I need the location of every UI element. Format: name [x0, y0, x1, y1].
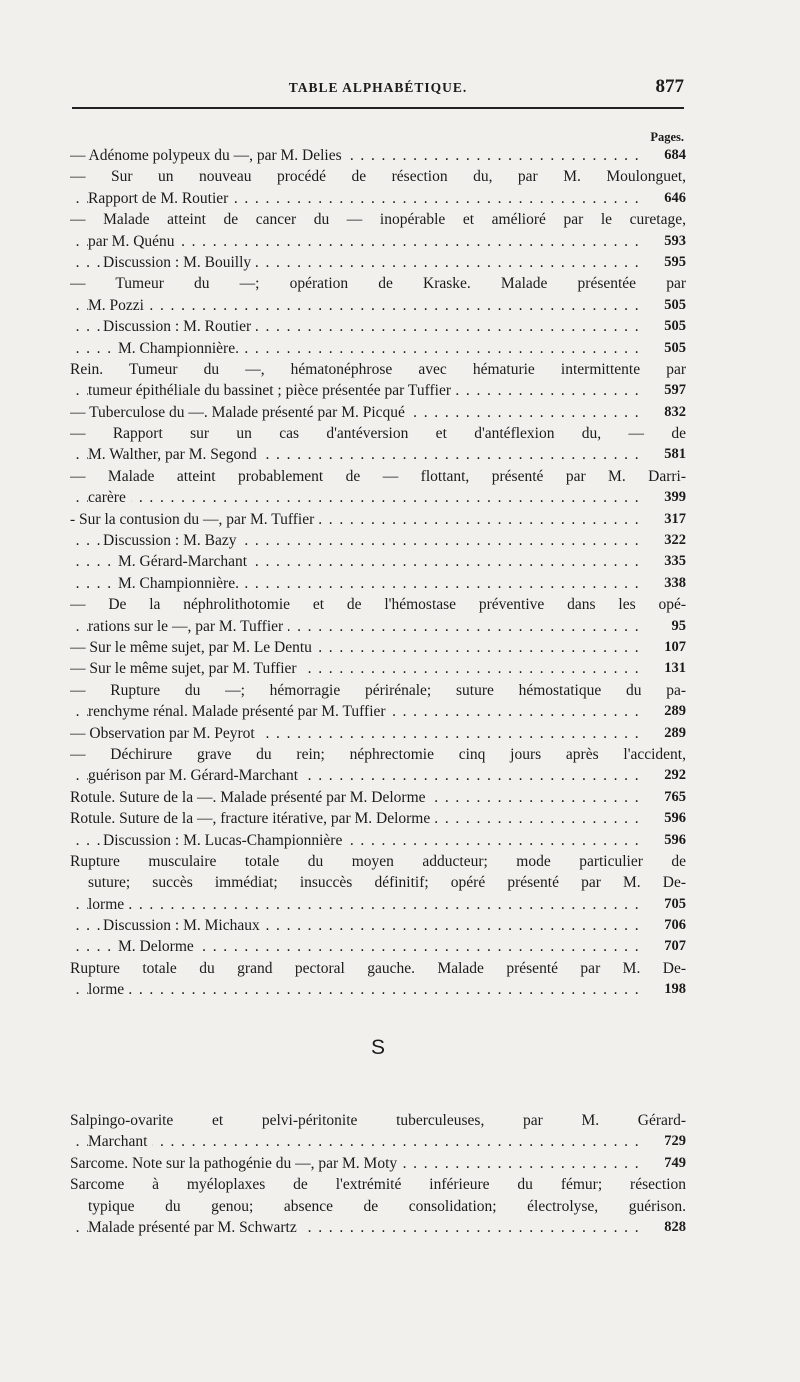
index-entry-line: [70, 316, 686, 337]
entry-page-number: 505: [660, 338, 686, 359]
entry-text: — De la néphrolithotomie et de l'hémostase préventive dans les opé-: [70, 596, 686, 614]
index-entry-line: [70, 402, 686, 423]
entry-text: Salpingo-ovarite et pelvi-péritonite tuberculeuses, par M. Gérard-: [70, 1112, 686, 1129]
index-entry-line: [70, 530, 686, 551]
entry-page-number: 399: [660, 487, 686, 508]
index-entry-line: [70, 573, 686, 594]
index-entry-line: [70, 680, 686, 701]
entry-page-number: 828: [660, 1217, 686, 1238]
index-entry-line: [70, 423, 686, 444]
entry-page-number: 317: [660, 509, 686, 530]
entry-page-number: 646: [660, 188, 686, 209]
index-entry-line: [70, 1174, 686, 1195]
entry-page-number: 706: [660, 915, 686, 936]
entry-text: Malade présenté par M. Schwartz: [88, 1219, 302, 1236]
entry-page-number: 107: [660, 637, 686, 658]
entry-page-number: 596: [660, 808, 686, 829]
entry-page-number: 198: [660, 979, 686, 1000]
entry-text: — Déchirure grave du rein; néphrectomie cinq jours après l'accident,: [70, 745, 686, 763]
index-entry-line: [70, 723, 686, 744]
index-entry-line: [70, 444, 686, 465]
index-entry-line: [70, 231, 686, 252]
index-entry-line: [70, 744, 686, 765]
entry-page-number: 705: [660, 894, 686, 915]
entry-text: - Sur la contusion du —, par M. Tuffier: [70, 511, 319, 528]
index-entry-line: [70, 830, 686, 851]
entry-page-number: 684: [660, 145, 686, 166]
entry-text: — Adénome polypeux du —, par M. Delies: [70, 147, 347, 164]
entry-text: — Sur le même sujet, par M. Tuffier: [70, 660, 302, 677]
index-entry-line: [70, 466, 686, 487]
entry-text: Discussion : M. Bouilly: [103, 254, 256, 271]
entry-page-number: 729: [660, 1131, 686, 1152]
entry-page-number: 335: [660, 551, 686, 572]
entry-page-number: 338: [660, 573, 686, 594]
index-entry-line: [70, 658, 686, 679]
entry-page-number: 292: [660, 765, 686, 786]
index-entry-line: [70, 273, 686, 294]
index-entry-line: [70, 209, 686, 230]
index-entry-line: [70, 1153, 686, 1174]
entry-text: — Tuberculose du —. Malade présenté par M. Picqué: [70, 404, 410, 421]
entry-page-number: 749: [660, 1153, 686, 1174]
entry-text: Discussion : M. Michaux: [103, 917, 265, 934]
page-number: 877: [655, 76, 684, 97]
index-entry-line: [70, 958, 686, 979]
entry-text: Marchant: [88, 1133, 152, 1150]
entry-page-number: 593: [660, 231, 686, 252]
index-entry-line: [70, 936, 686, 957]
index-entry-line: [70, 616, 686, 637]
entry-text: Discussion : M. Bazy: [103, 532, 241, 549]
index-entry-line: [70, 380, 686, 401]
entry-text: lorme: [88, 981, 129, 998]
entry-text: renchyme rénal. Malade présenté par M. Tuffier: [88, 703, 391, 720]
entry-text: — Rupture du —; hémorragie périrénale; suture hémostatique du pa-: [70, 681, 686, 699]
entry-text: suture; succès immédiat; insuccès définitif; opéré présenté par M. De-: [88, 874, 686, 892]
index-entry-line: [70, 851, 686, 872]
entry-text: — Sur le même sujet, par M. Le Dentu: [70, 639, 317, 656]
entry-page-number: 322: [660, 530, 686, 551]
entry-page-number: 596: [660, 830, 686, 851]
entry-text: par M. Quénu: [88, 233, 180, 250]
entry-text: Rotule. Suture de la —, fracture itérative, par M. Delorme: [70, 810, 435, 827]
index-section-s: [70, 1110, 686, 1238]
index-entry-line: [70, 1110, 686, 1131]
index-entry-line: [70, 765, 686, 786]
entry-page-number: 707: [660, 936, 686, 957]
entry-text: M. Walther, par M. Segond: [88, 446, 262, 463]
entry-text: guérison par M. Gérard-Marchant: [88, 767, 303, 784]
index-entry-line: [70, 894, 686, 915]
entry-page-number: 131: [660, 658, 686, 679]
entry-text: Rotule. Suture de la —. Malade présenté par M. Delorme: [70, 789, 431, 806]
index-entry-line: [70, 1196, 686, 1217]
entry-text: — Observation par M. Peyrot: [70, 725, 260, 742]
index-entry-line: [70, 701, 686, 722]
entry-text: Rupture totale du grand pectoral gauche. Malade présenté par M. De-: [70, 959, 686, 977]
entry-text: carère: [88, 489, 131, 506]
index-entry-line: [70, 594, 686, 615]
index-entry-line: [70, 166, 686, 187]
index-entry-line: [70, 252, 686, 273]
index-entry-line: [70, 295, 686, 316]
entry-text: Discussion : M. Lucas-Championnière: [103, 832, 347, 849]
running-title: TABLE ALPHABÉTIQUE.: [288, 80, 468, 95]
entry-text: — Sur un nouveau procédé de résection du, par M. Moulonguet,: [70, 168, 686, 186]
entry-text: typique du genou; absence de consolidation; électrolyse, guérison.: [88, 1197, 686, 1215]
header-rule: [72, 107, 684, 109]
entry-text: Rupture musculaire totale du moyen adducteur; mode particulier de: [70, 852, 686, 870]
index-entry-line: [70, 637, 686, 658]
index-entry-line: [70, 808, 686, 829]
index-entry-line: [70, 188, 686, 209]
index-entry-line: [70, 915, 686, 936]
entry-text: M. Delorme: [118, 938, 199, 955]
index-entry-line: [70, 359, 686, 380]
entry-page-number: 505: [660, 316, 686, 337]
index-entry-line: [70, 487, 686, 508]
entry-page-number: 595: [660, 252, 686, 273]
entry-text: Rein. Tumeur du —, hématonéphrose avec hématurie intermittente par: [70, 360, 686, 378]
entry-page-number: 289: [660, 723, 686, 744]
entry-text: rations sur le —, par M. Tuffier: [88, 618, 288, 635]
index-entry-line: [70, 1131, 686, 1152]
index-entry-line: [70, 979, 686, 1000]
index-entry-line: [70, 787, 686, 808]
entry-text: — Malade atteint probablement de — flottant, présenté par M. Darri-: [70, 467, 686, 485]
index-entry-line: [70, 338, 686, 359]
entry-page-number: 765: [660, 787, 686, 808]
entry-text: Sarcome. Note sur la pathogénie du —, par M. Moty: [70, 1155, 402, 1172]
entry-text: M. Championnière.: [118, 340, 244, 357]
entry-text: Discussion : M. Routier: [103, 318, 256, 335]
entry-page-number: 581: [660, 444, 686, 465]
entry-text: lorme: [88, 896, 129, 913]
entry-text: M. Pozzi: [88, 297, 149, 314]
section-letter: S: [370, 1036, 385, 1059]
entry-text: M. Gérard-Marchant: [118, 553, 252, 570]
entry-page-number: 505: [660, 295, 686, 316]
entry-page-number: 832: [660, 402, 686, 423]
entry-text: Rapport de M. Routier: [88, 190, 233, 207]
entry-text: M. Championnière.: [118, 575, 244, 592]
index-entry-line: [70, 872, 686, 893]
entry-text: — Tumeur du —; opération de Kraske. Malade présentée par: [70, 275, 686, 293]
entry-page-number: 289: [660, 701, 686, 722]
entry-page-number: 95: [668, 616, 687, 637]
entry-page-number: 597: [660, 380, 686, 401]
page-header: [72, 76, 684, 102]
pages-column-label: Pages.: [650, 130, 684, 144]
index-entry-line: [70, 145, 686, 166]
index-section-r: [70, 145, 686, 1001]
index-entry-line: [70, 509, 686, 530]
index-entry-line: [70, 1217, 686, 1238]
entry-text: Sarcome à myéloplaxes de l'extrémité inférieure du fémur; résection: [70, 1176, 686, 1194]
entry-text: — Rapport sur un cas d'antéversion et d'antéflexion du, — de: [70, 425, 686, 443]
index-entry-line: [70, 551, 686, 572]
entry-text: tumeur épithéliale du bassinet ; pièce présentée par Tuffier: [88, 382, 456, 399]
entry-text: — Malade atteint de cancer du — inopérable et amélioré par le curetage,: [70, 211, 686, 229]
